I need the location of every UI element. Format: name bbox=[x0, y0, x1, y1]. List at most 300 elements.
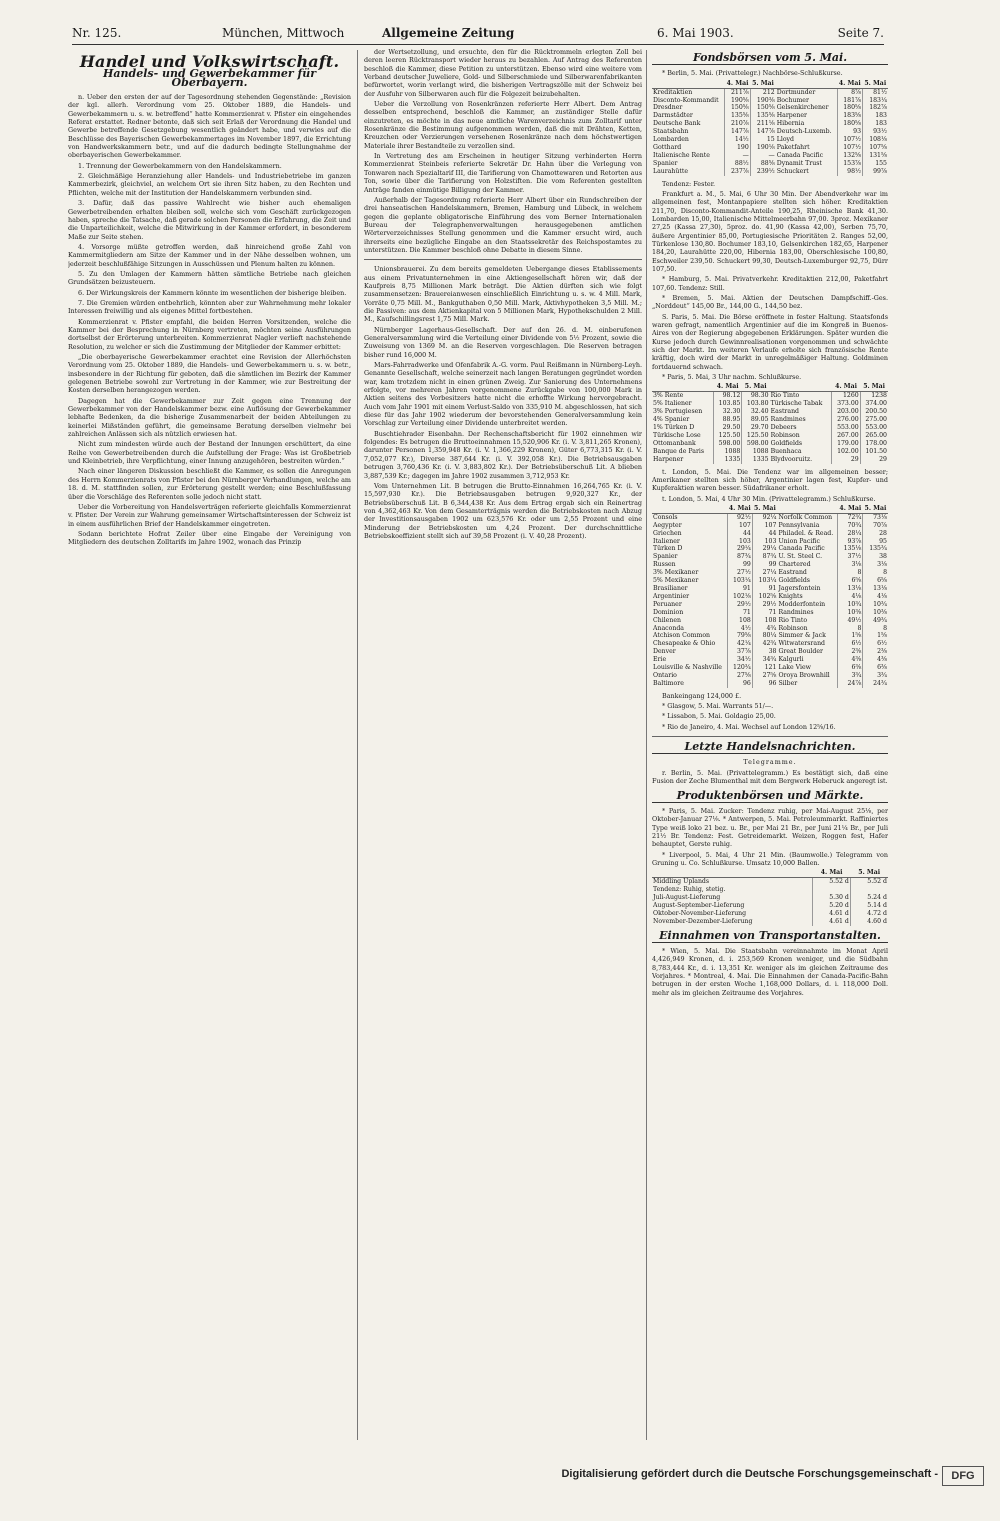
table-cell: Union Pacific bbox=[778, 537, 820, 545]
table-cell: 37⅞ bbox=[727, 648, 752, 656]
notice-item: Mars-Fahrradwerke und Ofenfabrik A.-G. vorm. Paul Reißmann in Nürnberg-Leyh. Genannte Gesellschaft, welche seinerzeit nach langen Beratungen gegründet worden war, kam trotzdem nicht in einen grünen Zweig. Zur Sanierung des Unternehmens erfolgte, vor mehreren Jahren vorgenommene Zurückgabe von 100,000 Mark in Aktien seitens des Vorbesitzers hatte nicht die erhoffte Wirkung hervorgebracht. Auch vom Jahr 1901 mit einem Verlust-Saldo von 335,910 M. abgeschlossen, hat sich diese für das Jahr 1902 wiederum der bevorstehenden Generalversammlung kein Vorschlag zur Verteilung einer Dividende unterbreitet werden. bbox=[364, 361, 642, 428]
table-cell: Russen bbox=[653, 561, 676, 569]
article-title: Handels- und Gewerbekammer für Oberbayern. bbox=[102, 67, 316, 89]
table-cell: Paketfahrt bbox=[776, 143, 810, 151]
table-row bbox=[652, 530, 888, 538]
column-header bbox=[652, 869, 813, 877]
table-cell: 211⅞ bbox=[725, 88, 750, 96]
berlin-heading: * Berlin, 5. Mai. (Privattelegr.) Nachbörse-Schlußkurse. bbox=[662, 69, 843, 78]
table-row bbox=[652, 561, 888, 569]
table-cell: 1260 bbox=[832, 392, 860, 400]
paragraph: Sodann berichtete Hofrat Zeiler über eine Eingabe der Vereinigung von Mitgliedern des deutschen Zolltarifs im Jahre 1902, wonach das Prinzip bbox=[68, 529, 351, 547]
frankfurt-report: Frankfurt a. M., 5. Mai, 6 Uhr 30 Min. Der Abendverkehr war im allgemeinen fest, Montanpapiere stellten sich höher. Kreditaktien 211,70, Disconto-Kommandit-Anteile 190,25, Rheinische Bank 41,30. Lombarden 15,00, Italienische Mittelmeerbahn 97,00. 3proz. Mexikaner 27,25 (Kassa 27,30), 5proz. do. 41,90 (Kassa 42,00), Serben 75,70, äußere Argentinier 85,00, Portugiesische Prioritäten 2. Ranges 52,00, Türkenlose 130,80. Bochumer 183,10, Gelsenkirchen 182,65, Harpener 184,20, Laurahütte 220,00, Hibernia 183,00, Oberschlesische 100,80, Eschweiler 239,50. Schuckert 99,30, Deutsch-Luxemburger 92,75, Dürr 107,50. bbox=[652, 189, 888, 273]
table-header-row bbox=[652, 383, 888, 391]
table-cell: 6⅝ bbox=[838, 577, 863, 585]
table-cell: 29 bbox=[832, 456, 860, 464]
paragraph: Außerhalb der Tagesordnung referierte Herr Albert über ein Rundschreiben der drei hanseatischen Handelskammern, Bremen, Hamburg und Lübeck, in welchem gegen die geplante obligatorische Einführung des vom Berner Internationalen Bureau der Telegraphenverwaltungen herausgegebenen amtlichen Wörterverzeichnisses Stellung genommen und die Kammer ersucht wird, auch ihrerseits eine bezügliche Eingabe an den Staatssekretär des Reichspostamtes zu unterstützen. Die Kammer beschloß ohne Debatte in diesem Sinne. bbox=[364, 195, 642, 254]
table-cell: Modderfontein bbox=[778, 600, 826, 608]
table-cell: 103 bbox=[727, 538, 752, 546]
table-cell: 102⅛ bbox=[727, 593, 752, 601]
table-cell: 10¾ bbox=[863, 601, 888, 609]
table-cell: Juli-August-Lieferung bbox=[653, 893, 721, 901]
table-row bbox=[652, 104, 888, 112]
table-cell: 5.20 d bbox=[813, 902, 851, 910]
table-cell: 237⅞ bbox=[725, 168, 750, 176]
paris-quotes-table bbox=[652, 383, 888, 463]
table-cell: 155 bbox=[863, 160, 888, 168]
latest-news-title: Letzte Handelsnachrichten. bbox=[652, 743, 888, 754]
business-notices bbox=[364, 265, 642, 540]
table-cell: 34¾ bbox=[752, 656, 777, 664]
paragraph: Ueber die Verzollung von Rosenkränzen referierte Herr Albert. Dem Antrag desselben entsprechend, beschloß die Kammer, an zuständiger Stelle dafür einzutreten, es möchte in das neue amtliche Warenverzeichnis zum Zolltarif unter Rosenkränze die Bestimmung aufgenommen werden, daß die mit Drähten, Ketten, Kreuzchen oder Verzierungen versehenen Rosenkränze nach dem höchstwertigen Materiale ihrer Bestandteile zu verzollen sind. bbox=[364, 100, 642, 150]
table-row bbox=[652, 522, 888, 530]
table-cell: 203.00 bbox=[832, 408, 860, 416]
table-row bbox=[652, 902, 888, 910]
table-cell: Chartered bbox=[778, 561, 811, 569]
notice-item: Vom Unternehmen Lit. B betrugen die Brutto-Einnahmen 16,264,765 Kr. (i. V. 15,597,930 Kr.). Die Betriebsausgaben betrugen 9,920,327 Kr., der Betriebsüberschuß Lit. B 6,344,438 Kr. Aus dem Ertrag ergab sich ein Reinertrag von 4,362,463 Kr. Von dem Gesamterträgnis werden die Betriebskosten nach Abzug der Investitionsausgaben 1902 um 623,576 Kr. oder um 2,55 Prozent und eine Minderung der Betriebskosten um 4,24 Prozent. Der durchschnittliche Betriebskoeffizient stellt sich auf 39,58 Prozent (i. V. 40,28 Prozent). bbox=[364, 481, 642, 540]
table-cell: 3% Portugiesen bbox=[653, 408, 703, 416]
table-row bbox=[652, 400, 888, 408]
table-cell: Italiener bbox=[653, 537, 680, 545]
table-cell: Denver bbox=[653, 648, 676, 656]
transport-revenue-text: * Wien, 5. Mai. Die Staatsbahn vereinnahmte im Monat April 4,426,949 Kronen, d. i. 253,569 Kronen weniger, und die Südbahn 8,783,444 Kr., d. i. 13,351 Kr. weniger als im gleichen Zeitraume des Vorjahres. * Montreal, 4. Mai. Die Einnahmen der Canada-Pacific-Bahn betrugen in der ersten Woche 1,168,000 Dollars, d. i. 118,000 Doll. mehr als im gleichen Zeitraume des Vorjahres. bbox=[652, 946, 888, 997]
table-row bbox=[652, 918, 888, 926]
table-row bbox=[652, 680, 888, 688]
table-cell: 102.00 bbox=[832, 448, 860, 456]
table-cell: 153⅞ bbox=[837, 160, 862, 168]
table-cell: 93 bbox=[837, 128, 862, 136]
table-cell: 180⅝ bbox=[837, 104, 862, 112]
table-cell: Chesapeake & Ohio bbox=[653, 640, 716, 648]
table-cell: 5% Italiener bbox=[653, 400, 692, 408]
table-row bbox=[652, 168, 888, 176]
table-cell: 79⅝ bbox=[727, 632, 752, 640]
table-cell: 598.00 bbox=[742, 440, 770, 448]
table-cell: 190 bbox=[725, 144, 750, 152]
table-cell: Buenhaca bbox=[770, 447, 802, 455]
table-cell: 4¾ bbox=[752, 625, 777, 633]
table-cell: Dresdner bbox=[653, 104, 683, 112]
table-cell: Robinson bbox=[770, 431, 800, 439]
table-cell: 27⅝ bbox=[752, 672, 777, 680]
article-body-continued bbox=[364, 48, 642, 254]
table-cell: Baltimore bbox=[653, 679, 684, 687]
liverpool-heading: * Liverpool, 5. Mai, 4 Uhr 21 Min. (Baumwolle.) Telegramm von Gruning u. Co. Schlußkurse. Umsatz 10,000 Ballen. bbox=[652, 850, 888, 867]
table-cell: 27¼ bbox=[752, 569, 777, 577]
paragraph: 6. Der Wirkungskreis der Kammern könnte im wesentlichen der bisherige bleiben. bbox=[78, 288, 347, 297]
table-cell: Eastrand bbox=[770, 408, 800, 416]
table-cell: 99⅞ bbox=[863, 168, 888, 176]
table-cell: 96 bbox=[727, 680, 752, 688]
table-cell: 150⅝ bbox=[750, 104, 775, 112]
table-cell: Aegypter bbox=[653, 521, 682, 529]
table-cell: 27½ bbox=[727, 569, 752, 577]
table-cell: 598.00 bbox=[714, 440, 742, 448]
table-cell: 29.70 bbox=[742, 424, 770, 432]
place-day: München, Mittwoch bbox=[222, 26, 345, 40]
table-cell: 87¾ bbox=[727, 553, 752, 561]
table-cell: Brasilianer bbox=[653, 584, 688, 592]
column-header bbox=[776, 80, 837, 88]
table-row bbox=[652, 878, 888, 886]
paragraph: 2. Gleichmäßige Heranziehung aller Handels- und Industriebetriebe im ganzen Kammerbezirk, gleichviel, an welchem Ort sie ihren Sitz haben, zu den Rechten und Pflichten, welche mit der Institution der Handelskammern verbunden sind. bbox=[68, 172, 351, 197]
table-cell bbox=[813, 886, 851, 894]
table-cell: 265.00 bbox=[860, 432, 888, 440]
table-cell: Kalgurli bbox=[778, 656, 804, 664]
table-row bbox=[652, 456, 888, 464]
table-cell: 4⅛ bbox=[838, 593, 863, 601]
table-cell: 38 bbox=[863, 553, 888, 561]
table-cell: 150⅝ bbox=[725, 104, 750, 112]
table-cell: 553.00 bbox=[860, 424, 888, 432]
table-cell: 103.85 bbox=[714, 400, 742, 408]
table-cell: Louisville & Nashville bbox=[653, 664, 722, 672]
table-cell: 99 bbox=[727, 561, 752, 569]
table-cell: 71 bbox=[752, 609, 777, 617]
issue-number: Nr. 125. bbox=[72, 26, 122, 40]
table-cell: 49½ bbox=[838, 617, 863, 625]
table-row bbox=[652, 128, 888, 136]
table-cell: 38 bbox=[752, 648, 777, 656]
table-cell: Italienische Rente bbox=[653, 151, 710, 159]
table-cell: 135⅛ bbox=[838, 545, 863, 553]
table-cell: 95 bbox=[863, 538, 888, 546]
table-cell: Canada Pacific bbox=[778, 545, 825, 553]
table-cell: 6⅜ bbox=[838, 664, 863, 672]
table-cell: 6½ bbox=[838, 640, 863, 648]
berlin-quotes-table bbox=[652, 80, 888, 176]
table-cell: 107 bbox=[727, 522, 752, 530]
paragraph: Nicht zum mindesten würde auch der Bestand der Innungen erschüttert, da eine Reihe von Gewerbetreibenden durch die Aufstellung der Frage: Was ist Großbetrieb und Kleinbetrieb, ihre Verpflichtung, einer Innung anzugehören, bestreiten würden.“ bbox=[68, 440, 351, 466]
table-row bbox=[652, 886, 888, 894]
table-cell: 44 bbox=[727, 530, 752, 538]
table-cell: Knights bbox=[778, 592, 803, 600]
column-header: 4. Mai bbox=[728, 504, 751, 512]
table-row bbox=[652, 910, 888, 918]
table-cell: 183⅝ bbox=[837, 112, 862, 120]
article-body bbox=[68, 93, 351, 547]
divider bbox=[652, 736, 888, 737]
table-cell: Darmstädter bbox=[653, 112, 693, 120]
stock-exchange-title: Fondsbörsen vom 5. Mai. bbox=[652, 54, 888, 65]
table-cell: 6⅝ bbox=[863, 577, 888, 585]
funding-credit: Digitalisierung gefördert durch die Deutsche Forschungsgemeinschaft - bbox=[561, 1468, 938, 1480]
table-cell: 10⅜ bbox=[863, 609, 888, 617]
column-header: 4. Mai bbox=[726, 79, 749, 87]
table-cell: 42¼ bbox=[727, 640, 752, 648]
table-cell bbox=[850, 886, 888, 894]
table-cell: 88½ bbox=[725, 160, 750, 168]
table-cell: Eastrand bbox=[778, 569, 807, 577]
table-cell: 6½ bbox=[863, 640, 888, 648]
notice-item: Buschtiehrader Eisenbahn. Der Rechenschaftsbericht für 1902 einnehmen wir folgendes: Es betrugen die Bruttoeinnahmen 15,520,906 Kr. (i. V. 3,811,265 Kronen), darunter Personen 1,359,948 Kr. (i. V. 1,366,229 Kronen), Güter 6,773,315 Kr. (i. V. 7,052,077 Kr.), Diverse 387,644 Kr. (i. V. 392,058 Kr.). Die Betriebsausgaben betrugen 3,760,436 Kr. (i. V. 3,883,802 Kr.). Der Betriebsüberschuß Lit. A blieben 3,887,539 Kr.; dagegen im Jahre 1902 zusammen 3,712,953 Kr. bbox=[364, 429, 642, 480]
paragraph: der Wertsetzollung, und ersuchte, den für die Rücktrommeln erlegten Zoll bei deren leeren Rücktransport wieder heraus zu bezahlen. Auf Antrag des Referenten beschloß die Kammer, diese Petition zu unterstützen. Ebenso wird eine weitere vom Verband deutscher Juweliere, Gold- und Silberschmiede und Silberwarenfabrikanten befürwortet, worin verlangt wird, die bisherigen Vertragszölle mit der Schweiz bei der Ausfuhr von Silberwaren auch für die Folgezeit beizubehalten. bbox=[364, 48, 642, 98]
column-header bbox=[777, 505, 837, 513]
column-header: 5. Mai bbox=[864, 504, 887, 512]
table-cell: 29¼ bbox=[727, 545, 752, 553]
table-cell: Laurahütte bbox=[653, 167, 689, 175]
table-cell: 147⅞ bbox=[750, 128, 775, 136]
table-cell: 29¼ bbox=[752, 545, 777, 553]
table-cell: 210⅞ bbox=[725, 120, 750, 128]
table-cell: Kreditaktien bbox=[653, 88, 693, 96]
table-cell: 108 bbox=[752, 617, 777, 625]
table-cell: 183 bbox=[863, 120, 888, 128]
table-cell: 180⅝ bbox=[837, 120, 862, 128]
table-cell: August-September-Lieferung bbox=[653, 901, 745, 909]
table-cell: 8 bbox=[863, 569, 888, 577]
column-header: 4. Mai bbox=[839, 504, 862, 512]
table-cell: 4⅜ bbox=[863, 656, 888, 664]
column-header: 5. Mai bbox=[742, 383, 770, 391]
table-cell: Norfolk Common bbox=[778, 513, 833, 521]
paragraph: 7. Die Gremien würden entbehrlich, könnten aber zur Wahrnehmung mehr lokaler Interessen freiwillig und als eigenes Mittel fortbestehen. bbox=[68, 298, 351, 316]
table-row bbox=[652, 513, 888, 521]
table-cell: Gotthard bbox=[653, 143, 682, 151]
table-cell: Disconto-Kommandit bbox=[653, 96, 719, 104]
column-header bbox=[652, 383, 714, 391]
table-cell: 1335 bbox=[742, 456, 770, 464]
table-cell: Banque de Paris bbox=[653, 447, 705, 455]
table-cell: 88⅝ bbox=[750, 160, 775, 168]
table-cell: 2⅜ bbox=[838, 648, 863, 656]
table-cell: Türkische Lose bbox=[653, 431, 701, 439]
table-cell: Goldfields bbox=[778, 577, 810, 585]
table-cell: Oroya Brownhill bbox=[778, 671, 830, 679]
table-cell: Spanier bbox=[653, 159, 678, 167]
table-cell: 71 bbox=[727, 609, 752, 617]
table-cell: Rio Tinto bbox=[778, 616, 808, 624]
table-cell: 1⅝ bbox=[863, 632, 888, 640]
produce-markets-text: * Paris, 5. Mai. Zucker: Tendenz ruhig, per Mai-August 25⅛, per Oktober-Januar 27⅛. * Antwerpen, 5. Mai. Petroleummarkt. Raffiniertes Type weiß loko 21 bez. u. Br., per Mai 21 Br., per Juni 21¼ Br., per Juli 21½ Br. Tendenz: Fest. Getreidemarkt. Weizen, Roggen fest, Hafer behauptet, Gerste ruhig. bbox=[652, 806, 888, 849]
table-row bbox=[652, 617, 888, 625]
berlin-tendency: Tendenz: Fester. bbox=[662, 179, 716, 188]
latest-news-text: r. Berlin, 5. Mai. (Privattelegramm.) Es bestätigt sich, daß eine Fusion der Zeche Blumenthal mit dem Bergwerk Heberuck angeregt ist. bbox=[652, 768, 888, 786]
table-cell: Schuckert bbox=[776, 167, 809, 175]
table-cell: Randmines bbox=[770, 416, 806, 424]
table-cell: 4½ bbox=[727, 625, 752, 633]
table-cell: 4.61 d bbox=[813, 910, 851, 918]
table-cell: 1% Türken D bbox=[653, 424, 695, 431]
table-row bbox=[652, 392, 888, 400]
table-cell: 267.00 bbox=[832, 432, 860, 440]
lisbon-report: * Lissabon, 5. Mai. Goldagio 25,00. bbox=[662, 712, 776, 721]
table-cell: 92½ bbox=[727, 513, 752, 521]
table-cell: 553.00 bbox=[832, 424, 860, 432]
table-cell: Philadel. & Read. bbox=[778, 529, 834, 537]
table-row bbox=[652, 408, 888, 416]
table-cell: 92¼ bbox=[752, 513, 777, 521]
table-cell: Lombarden bbox=[653, 136, 689, 144]
table-cell: 3¾ bbox=[838, 672, 863, 680]
column-header bbox=[770, 383, 832, 391]
table-cell: Lloyd bbox=[776, 136, 795, 144]
table-cell: 29 bbox=[860, 456, 888, 464]
table-row bbox=[652, 664, 888, 672]
london-heading: t. London, 5. Mai, 4 Uhr 30 Min. (Privattelegramm.) Schlußkurse. bbox=[662, 494, 876, 503]
notice-item: Nürnberger Lagerhaus-Gesellschaft. Der auf den 26. d. M. einberufenen Generalversammlung wird die Verteilung einer Dividende von 5½ Prozent, sowie die Zuweisung von 1369 M. an die Reserven vorgeschlagen. Die Reserven betragen bisher rund 16,000 M. bbox=[364, 325, 642, 359]
table-cell: 183 bbox=[863, 112, 888, 120]
page-number: Seite 7. bbox=[837, 26, 884, 40]
column-header: 5. Mai bbox=[753, 504, 776, 512]
column-3 bbox=[652, 48, 888, 1443]
london-report: t. London, 5. Mai. Die Tendenz war im allgemeinen besser; Amerikaner stellten sich höher, Argentinier lagen fest, Kupfer- und Kupferaktien waren besser. Südafrikaner erholt. bbox=[652, 467, 888, 493]
bank-note: Bankeingang 124,000 £. bbox=[662, 691, 742, 700]
paragraph: 3. Dafür, daß das passive Wahlrecht wie bisher auch ehemaligen Gewerbetreibenden erhalten bleiben soll, welche sich vom Geschäft zurückgezogen haben, spreche die Tatsache, daß gerade solchen Personen die Erfahrung, die Zeit und die Unparteilichkeit, welche die Mitwirkung in der Kammer erfordert, in besonderem Maße zur Seite stehen. bbox=[68, 199, 351, 241]
paragraph: 1. Trennung der Gewerbekammern von den Handelskammern. bbox=[78, 161, 282, 170]
rio-report: * Rio de Janeiro, 4. Mai. Wechsel auf London 12⅝/16. bbox=[662, 722, 836, 731]
table-cell: Deutsche Bank bbox=[653, 120, 701, 128]
table-cell: 182⅞ bbox=[863, 104, 888, 112]
table-row bbox=[652, 545, 888, 553]
paragraph: 4. Vorsorge müßte getroffen werden, daß hinreichend große Zahl von Kammermitgliedern am Sitze der Kammer und in der Nähe desselben wohnen, um jederzeit beschlußfähige Sitzungen in Ausschüssen und Plenum halten zu können. bbox=[68, 242, 351, 268]
table-cell: 374.00 bbox=[860, 400, 888, 408]
table-cell: 28¼ bbox=[838, 530, 863, 538]
table-row bbox=[652, 601, 888, 609]
table-cell: 135¾ bbox=[863, 545, 888, 553]
table-cell: 147⅞ bbox=[725, 128, 750, 136]
table-cell: Dominion bbox=[653, 608, 684, 616]
table-cell: 125.50 bbox=[714, 432, 742, 440]
table-cell: 42¾ bbox=[752, 640, 777, 648]
table-cell: Peruaner bbox=[653, 600, 682, 608]
digitization-footer bbox=[0, 1462, 1000, 1490]
table-cell: 29½ bbox=[752, 601, 777, 609]
table-cell: 8⅞ bbox=[837, 88, 862, 96]
newspaper-title: Allgemeine Zeitung bbox=[382, 26, 515, 40]
table-cell: Chilenen bbox=[653, 616, 681, 624]
table-cell: Middling Uplands bbox=[653, 878, 710, 886]
table-row bbox=[652, 448, 888, 456]
table-cell: 8 bbox=[863, 625, 888, 633]
table-cell: 3⅛ bbox=[863, 561, 888, 569]
table-cell: Erie bbox=[653, 656, 667, 664]
table-cell: 125.50 bbox=[742, 432, 770, 440]
column-divider bbox=[646, 50, 647, 1440]
table-row bbox=[652, 416, 888, 424]
table-cell: 89.05 bbox=[742, 416, 770, 424]
telegrams-label: Telegramme. bbox=[743, 758, 797, 767]
table-row bbox=[652, 569, 888, 577]
table-cell: 5% Mexikaner bbox=[653, 577, 699, 585]
paris-report: S. Paris, 5. Mai. Die Börse eröffnete in fester Haltung. Staatsfonds waren gefragt, namentlich Argentinier auf die im Kongreß in Buenos-Aires von der Regierung abgegebenen Erklärungen. Später wurden die Kurse jedoch durch Gewinnrealisationen vorgenommen und schwächte sich der Markt. Im weiteren Verlaufe erholte sich französische Rente kräftig, doch wird der Markt in unregelmäßiger Haltung. Goldminen fortdauernd schwach. bbox=[652, 312, 888, 371]
table-cell: 2⅜ bbox=[863, 648, 888, 656]
table-header-row bbox=[652, 505, 888, 513]
table-cell: Consols bbox=[653, 513, 678, 521]
paragraph: „Die oberbayerische Gewerbekammer erachtet eine Revision der Allerhöchsten Verordnung vom 25. Oktober 1889, die Handels- und Gewerbekammern u. s. w. betr., insbesondere in der Richtung für geboten, daß die sämtlichen im Bezirk der Kammer gelegenen Betriebe sowohl zur Vertretung in der Kammer, wie zur Bestreitung der Kosten derselben herangezogen werden. bbox=[68, 353, 351, 395]
table-cell: 3¾ bbox=[863, 672, 888, 680]
table-cell: Staatsbahn bbox=[653, 128, 689, 136]
table-cell: 24¾ bbox=[863, 680, 888, 688]
table-row bbox=[652, 648, 888, 656]
table-cell: 275.00 bbox=[860, 416, 888, 424]
glasgow-report: * Glasgow, 5. Mai. Warrants 51/—. bbox=[662, 702, 774, 711]
table-cell: 91 bbox=[752, 585, 777, 593]
table-cell: 3% Mexikaner bbox=[653, 569, 699, 577]
table-cell: Atchison Common bbox=[653, 632, 711, 640]
table-cell: 98½ bbox=[837, 168, 862, 176]
table-row bbox=[652, 672, 888, 680]
table-cell: Robinson bbox=[778, 624, 808, 632]
table-cell: 13⅛ bbox=[863, 585, 888, 593]
table-cell: 1⅝ bbox=[838, 632, 863, 640]
table-cell: 4.72 d bbox=[850, 910, 888, 918]
paragraph: In Vertretung des am Erscheinen in heutiger Sitzung verhinderten Herrn Kommerzienrat Steinbeis referierte Sekretär Dr. Hahn über die Verlegung von Tonwaren nach Spezialtarif III, die Tarifierung von Chamottewaren und Retorten aus Ton, sowie über die Tarifierung von Holzstiften. Die vom Referenten gestellten Anträge fanden einmütige Billigung der Kammer. bbox=[364, 152, 642, 194]
table-cell: Rio Tinto bbox=[770, 392, 800, 400]
table-cell: 70¾ bbox=[838, 522, 863, 530]
table-cell: 276.00 bbox=[832, 416, 860, 424]
table-cell: 107⅝ bbox=[863, 144, 888, 152]
table-cell: 1335 bbox=[714, 456, 742, 464]
paris-heading: * Paris, 5. Mai, 3 Uhr nachm. Schlußkurse. bbox=[662, 373, 802, 382]
table-cell: 239½ bbox=[750, 168, 775, 176]
table-cell: Tendenz: Ruhig, stetig. bbox=[653, 886, 726, 894]
table-cell: 34½ bbox=[727, 656, 752, 664]
table-cell: Türken D bbox=[653, 545, 683, 553]
table-cell: Witwatersrand bbox=[778, 640, 826, 648]
table-row bbox=[652, 593, 888, 601]
table-cell: Griechen bbox=[653, 529, 682, 537]
column-header: 4. Mai bbox=[838, 79, 861, 87]
table-cell: 103¼ bbox=[752, 577, 777, 585]
table-cell: Deutsch-Luxemb. bbox=[776, 128, 832, 136]
table-cell: 32.30 bbox=[714, 408, 742, 416]
table-cell: 190⅛ bbox=[750, 144, 775, 152]
table-cell: 102⅝ bbox=[752, 593, 777, 601]
column-header: 5. Mai bbox=[860, 383, 888, 391]
table-cell: Anaconda bbox=[653, 624, 684, 632]
column-header: 4. Mai bbox=[832, 383, 860, 391]
table-cell: 107½ bbox=[837, 136, 862, 144]
paragraph: Nach einer längeren Diskussion beschließt die Kammer, es sollen die Anregungen des Herrn Kommerzienrats von Pfister bei den Nürnberger Verhandlungen, welche am 18. d. M. stattfinden sollen, zur Erörterung gestellt werden; eine Beschlußfassung über die Vorschläge des Referenten solle jedoch nicht statt. bbox=[68, 467, 351, 501]
table-cell: 5.24 d bbox=[850, 894, 888, 902]
table-cell: 80¼ bbox=[752, 632, 777, 640]
table-cell: Ontario bbox=[653, 671, 677, 679]
table-row bbox=[652, 894, 888, 902]
table-cell: 3% Rente bbox=[653, 392, 684, 400]
table-row bbox=[652, 424, 888, 432]
table-cell: Blydvooruitz. bbox=[770, 455, 813, 463]
table-cell: Simmer & Jack bbox=[778, 632, 826, 640]
table-cell: 373.00 bbox=[832, 400, 860, 408]
table-cell: Dortmunder bbox=[776, 88, 816, 96]
column-header: 4. Mai bbox=[813, 869, 851, 877]
table-cell: 135⅝ bbox=[750, 112, 775, 120]
table-cell: 103.80 bbox=[742, 400, 770, 408]
table-row bbox=[652, 440, 888, 448]
table-cell: 27⅝ bbox=[727, 672, 752, 680]
table-cell: 15 bbox=[750, 136, 775, 144]
table-row bbox=[652, 585, 888, 593]
table-cell: 73⅛ bbox=[863, 513, 888, 521]
column-header: 5. Mai bbox=[864, 79, 887, 87]
liverpool-cotton-table bbox=[652, 869, 888, 925]
divider bbox=[364, 259, 642, 260]
bremen-report: * Bremen, 5. Mai. Aktien der Deutschen Dampfschiff.-Ges. „Norddeut“ 145,00 Br., 144,00 G., 144,50 bez. bbox=[652, 294, 888, 311]
column-header bbox=[652, 80, 725, 88]
table-cell: 107 bbox=[752, 522, 777, 530]
table-cell: Randmines bbox=[778, 608, 814, 616]
table-row bbox=[652, 656, 888, 664]
table-cell: Harpener bbox=[653, 455, 684, 463]
column-header: 5. Mai bbox=[850, 869, 888, 877]
table-cell: Gelsenkirchener bbox=[776, 104, 829, 112]
table-cell: 4% Spanier bbox=[653, 416, 690, 424]
table-row bbox=[652, 144, 888, 152]
table-cell: 81½ bbox=[863, 88, 888, 96]
table-cell: 88.95 bbox=[714, 416, 742, 424]
notice-item: Unionsbrauerei. Zu dem bereits gemeldeten Uebergange dieses Etablissements aus einem Privatunternehmen in eine Aktiengesellschaft hören wir, daß der Kaufpreis 8,75 Millionen Mark beträgt. Die Aktien dürften sich wie folgt zusammensetzen: Brauereianwesen einschließlich Einrichtung u. s. w. 4 Mill. Mark, Vorräte 0,75 Mill. M., Bankguthaben 0,50 Mill. Mark, Aktivhypotheken 3,5 Mill. M.; die Passiven: aus dem Aktienkapital von 5 Millionen Mark, Hypothekschulden 2 Mill. M., Kaufschillingsrest 1,75 Mill. Mark. bbox=[364, 265, 642, 324]
